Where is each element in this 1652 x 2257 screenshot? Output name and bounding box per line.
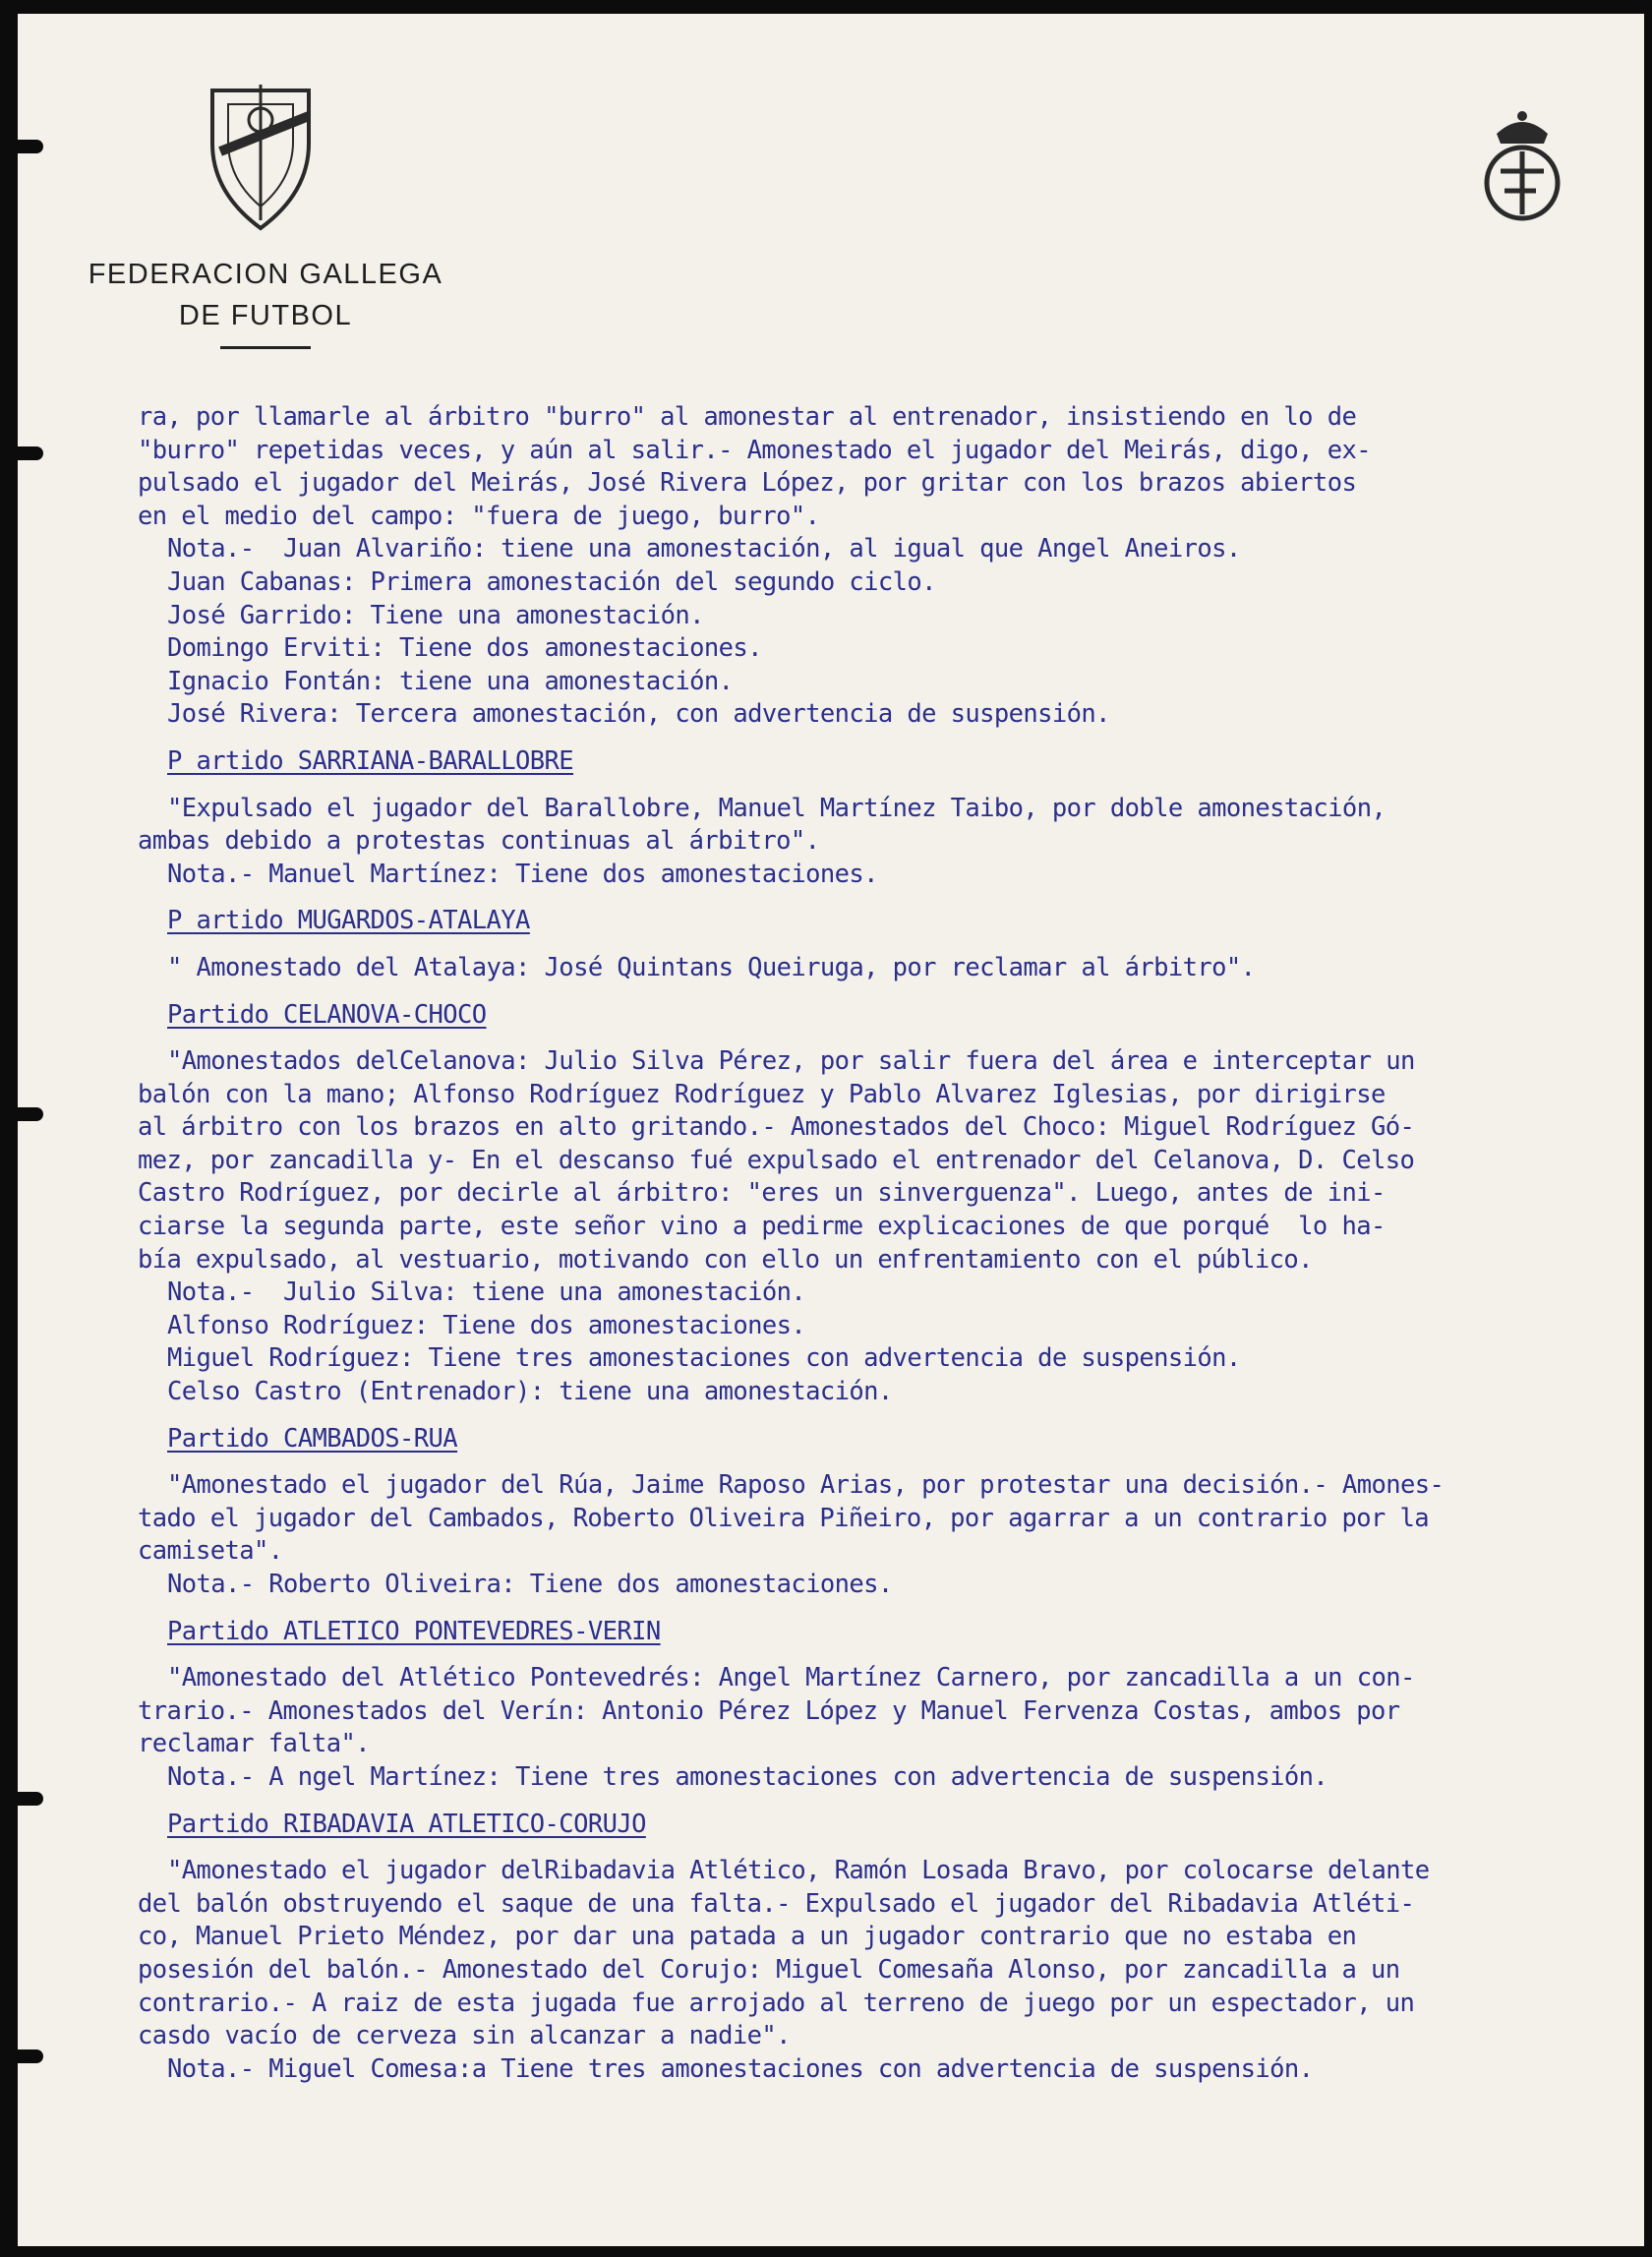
report-line: casdo vacío de cerveza sin alcanzar a nadie". [138,2021,791,2051]
report-line: ciarse la segunda parte, este señor vino a pedirme explicaciones de que porqué lo ha- [138,1212,1386,1242]
report-line: contrario.- A raiz de esta jugada fue arrojado al terreno de juego por un espectador, un [138,1988,1415,2018]
report-line: Celso Castro (Entrenador): tiene una amonestación. [167,1377,893,1407]
report-line: " Amonestado del Atalaya: José Quintans Queiruga, por reclamar al árbitro". [167,952,1256,982]
report-line: Nota.- Julio Silva: tiene una amonestación. [167,1277,806,1308]
report-body [138,401,1632,2086]
binder-hole [18,2049,43,2063]
report-line: reclamar falta". [138,1729,371,1759]
report-line: trario.- Amonestados del Verín: Antonio Pérez López y Manuel Fervenza Costas, ambos por [138,1695,1400,1726]
report-line: mez, por zancadilla y- En el descanso fué expulsado el entrenador del Celanova, D. Celso [138,1145,1415,1175]
report-line: al árbitro con los brazos en alto gritando.- Amonestados del Choco: Miguel Rodríguez Gó- [138,1112,1415,1143]
federation-name-line2: DE FUTBOL [178,300,353,331]
binder-hole [18,446,43,460]
report-line: José Garrido: Tiene una amonestación. [167,600,704,630]
match-heading: Partido CAMBADOS-RUA [167,1423,458,1454]
federation-shield-logo [206,83,315,232]
report-line: "Amonestado el jugador del Rúa, Jaime Raposo Arias, por protestar una decisión.- Amones- [167,1470,1445,1501]
crowned-federation-emblem [1475,100,1569,226]
letterhead [59,254,472,349]
match-heading: Partido RIBADAVIA ATLETICO-CORUJO [167,1809,646,1839]
report-line: bía expulsado, al vestuario, motivando con ello un enfrentamiento con el público. [138,1244,1313,1275]
report-line: Miguel Rodríguez: Tiene tres amonestaciones con advertencia de suspensión. [167,1343,1241,1374]
federation-name-line1: FEDERACION GALLEGA [88,259,443,290]
report-line: Juan Cabanas: Primera amonestación del segundo ciclo. [167,566,936,597]
report-line: Alfonso Rodríguez: Tiene dos amonestaciones. [167,1310,806,1340]
letterhead-rule [220,346,311,349]
binder-hole [18,140,43,153]
report-line: posesión del balón.- Amonestado del Corujo: Miguel Comesaña Alonso, por zancadilla a un [138,1954,1400,1985]
binder-hole [18,1792,43,1806]
report-line: Castro Rodríguez, por decirle al árbitro: "eres un sinverguenza". Luego, antes de ini- [138,1178,1386,1209]
report-line: Nota.- Miguel Comesa:a Tiene tres amonestaciones con advertencia de suspensión. [167,2053,1314,2084]
report-line: del balón obstruyendo el saque de una falta.- Expulsado el jugador del Ribadavia Atléti- [138,1888,1415,1919]
report-line: Nota.- Roberto Oliveira: Tiene dos amonestaciones. [167,1570,893,1599]
report-line: "Amonestados delCelanova: Julio Silva Pérez, por salir fuera del área e interceptar un [167,1046,1415,1077]
report-line: balón con la mano; Alfonso Rodríguez Rodríguez y Pablo Alvarez Iglesias, por dirigirse [138,1079,1386,1109]
report-line: Ignacio Fontán: tiene una amonestación. [167,666,734,696]
report-line: Nota.- Juan Alvariño: tiene una amonestación, al igual que Angel Aneiros. [167,534,1241,564]
match-heading: P artido MUGARDOS-ATALAYA [167,906,530,936]
binder-hole [18,1107,43,1121]
report-line: tado el jugador del Cambados, Roberto Oliveira Piñeiro, por agarrar a un contrario por la [138,1503,1429,1533]
report-line: Nota.- A ngel Martínez: Tiene tres amonestaciones con advertencia de suspensión. [167,1761,1328,1792]
report-line: co, Manuel Prieto Méndez, por dar una patada a un jugador contrario que no estaba en [138,1922,1357,1952]
match-heading: P artido SARRIANA-BARALLOBRE [167,745,574,776]
report-line: José Rivera: Tercera amonestación, con advertencia de suspensión. [167,699,1110,730]
report-line: ra, por llamarle al árbitro "burro" al amonestar al entrenador, insistiendo en lo de [138,402,1357,432]
report-line: "Amonestado el jugador delRibadavia Atlético, Ramón Losada Bravo, por colocarse delante [167,1856,1430,1886]
match-heading: Partido ATLETICO PONTEVEDRES-VERIN [167,1616,661,1646]
report-line: "Amonestado del Atlético Pontevedrés: Angel Martínez Carnero, por zancadilla a un con- [167,1663,1415,1693]
report-line: ambas debido a protestas continuas al árbitro". [138,826,820,857]
report-line: Domingo Erviti: Tiene dos amonestaciones. [167,633,762,664]
report-line: en el medio del campo: "fuera de juego, burro". [138,501,820,531]
match-heading: Partido CELANOVA-CHOCO [167,999,487,1030]
report-line: pulsado el jugador del Meirás, José Rivera López, por gritar con los brazos abiertos [138,468,1357,499]
report-line: camiseta". [138,1536,283,1567]
report-line: "burro" repetidas veces, y aún al salir.- Amonestado el jugador del Meirás, digo, ex- [138,435,1371,465]
report-line: "Expulsado el jugador del Barallobre, Manuel Martínez Taibo, por doble amonestación, [167,793,1386,823]
report-line: Nota.- Manuel Martínez: Tiene dos amonestaciones. [167,859,878,889]
